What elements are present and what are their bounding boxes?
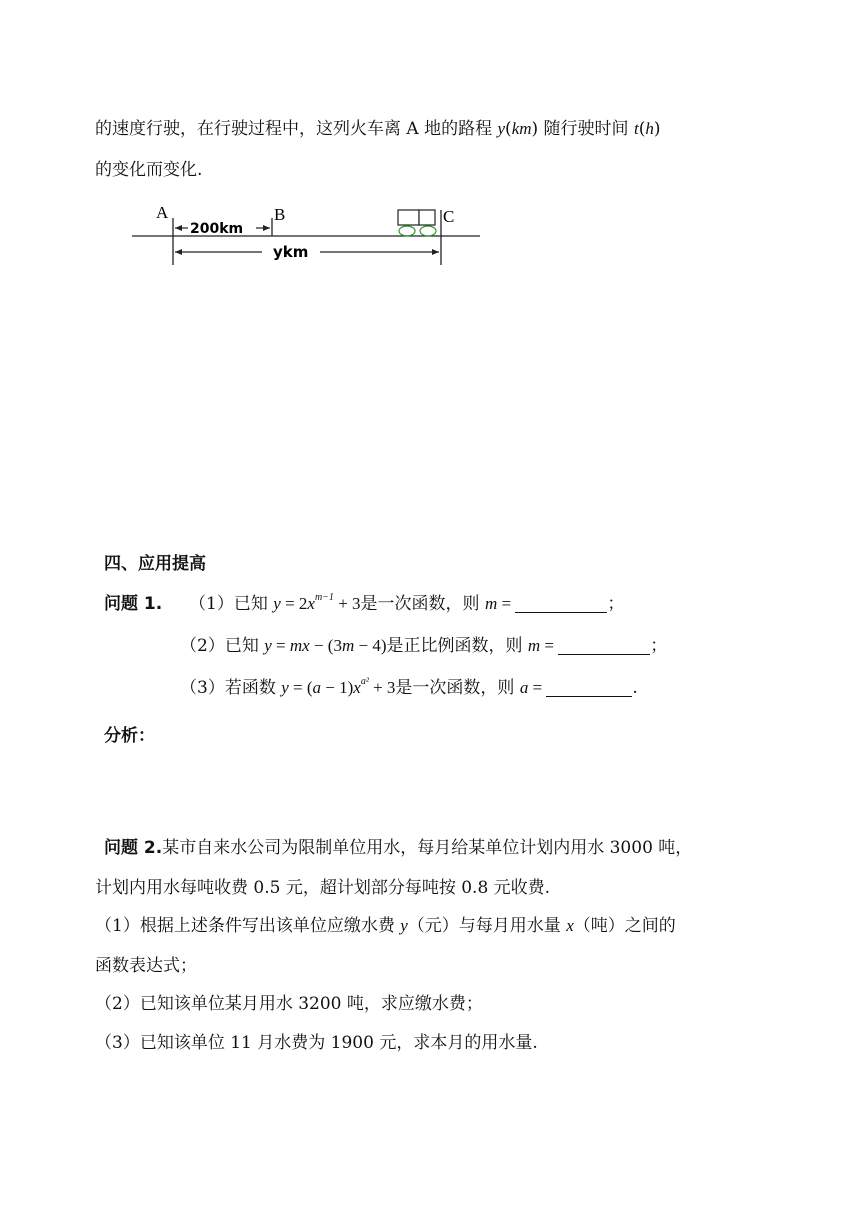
punct: ； bbox=[607, 594, 625, 614]
q1-3-prefix: （3）若函数 bbox=[180, 678, 282, 698]
q1-line-1 bbox=[104, 592, 624, 616]
equals: = bbox=[528, 678, 547, 697]
equals: = bbox=[540, 636, 559, 655]
q1-3-mid: 是一次函数，则 bbox=[395, 678, 520, 698]
q1-1-prefix: （1）已知 bbox=[189, 594, 274, 614]
paren: ( bbox=[505, 119, 512, 139]
unit-km: km bbox=[511, 119, 532, 138]
q1-2-formula: y = mx − (3m − 4) bbox=[264, 636, 387, 655]
intro-line-2: 的变化而变化. bbox=[95, 160, 203, 180]
ac-arrowhead-left bbox=[175, 249, 182, 255]
q2-part-1 bbox=[95, 914, 676, 938]
punct: ； bbox=[650, 636, 668, 656]
q1-1-answer-blank[interactable] bbox=[515, 594, 607, 613]
q1-line-3 bbox=[180, 676, 638, 700]
q2-line-1 bbox=[104, 836, 692, 860]
paren: ) bbox=[653, 119, 661, 139]
var-t: t bbox=[633, 119, 639, 138]
q2-p1-text: （1）根据上述条件写出该单位应缴水费 bbox=[95, 916, 401, 936]
punct: . bbox=[632, 678, 638, 698]
q1-2-mid: 是正比例函数，则 bbox=[386, 636, 528, 656]
q1-3-var: a bbox=[519, 678, 529, 697]
var-y: y bbox=[497, 119, 506, 138]
ab-arrowhead-left bbox=[175, 225, 182, 231]
q1-3-formula: $y = (a - 1)x^{a^2} + 3$ bbox=[281, 676, 396, 697]
paren: ( bbox=[638, 119, 646, 139]
distance-diagram bbox=[130, 200, 490, 270]
q2-line-2: 计划内用水每吨收费 0.5 元，超计划部分每吨按 0.8 元收费. bbox=[95, 878, 551, 898]
q2-p1-text: （吨）之间的 bbox=[573, 916, 676, 936]
q1-label: 问题 1. bbox=[104, 594, 163, 614]
q2-p1-text: （元）与每月用水量 bbox=[407, 916, 567, 936]
q2-part-2: （2）已知该单位某月用水 3200 吨，求应缴水费； bbox=[95, 994, 483, 1014]
unit-h: h bbox=[645, 119, 654, 138]
q1-3-answer-blank[interactable] bbox=[546, 678, 632, 697]
section-heading: 四、应用提高 bbox=[104, 554, 206, 574]
intro-text: 的速度行驶，在行驶过程中，这列火车离 A 地的路程 bbox=[95, 119, 498, 139]
intro-text: ) 随行驶时间 bbox=[531, 119, 634, 139]
q2-part-3: （3）已知该单位 11 月水费为 1900 元，求本月的用水量. bbox=[95, 1033, 538, 1053]
q1-2-var: m bbox=[527, 636, 541, 655]
q1-1-formula: $y = 2x^{m-1} + 3$ bbox=[273, 592, 361, 613]
label-a: A bbox=[156, 203, 169, 222]
q1-2-prefix: （2）已知 bbox=[180, 636, 265, 656]
q1-1-mid: 是一次函数，则 bbox=[360, 594, 485, 614]
intro-line-1 bbox=[95, 117, 660, 141]
equals: = bbox=[497, 594, 516, 613]
label-b: B bbox=[274, 205, 286, 224]
q2-text: 某市自来水公司为限制单位用水，每月给某单位计划内用水 3000 吨， bbox=[162, 838, 693, 858]
analysis-label: 分析： bbox=[104, 726, 155, 746]
ac-arrowhead-right bbox=[432, 249, 439, 255]
q1-line-2 bbox=[180, 634, 667, 658]
train-icon bbox=[398, 210, 436, 236]
q2-label: 问题 2. bbox=[104, 838, 163, 858]
ab-arrowhead-right bbox=[263, 225, 270, 231]
var-x: x bbox=[566, 916, 574, 935]
q2-part-1-cont: 函数表达式； bbox=[95, 956, 197, 976]
label-ac: ykm bbox=[273, 243, 309, 261]
label-c: C bbox=[443, 207, 455, 226]
var-y: y bbox=[400, 916, 408, 935]
q1-2-answer-blank[interactable] bbox=[558, 636, 650, 655]
label-ab: 200km bbox=[190, 221, 244, 237]
q1-1-var: m bbox=[484, 594, 498, 613]
